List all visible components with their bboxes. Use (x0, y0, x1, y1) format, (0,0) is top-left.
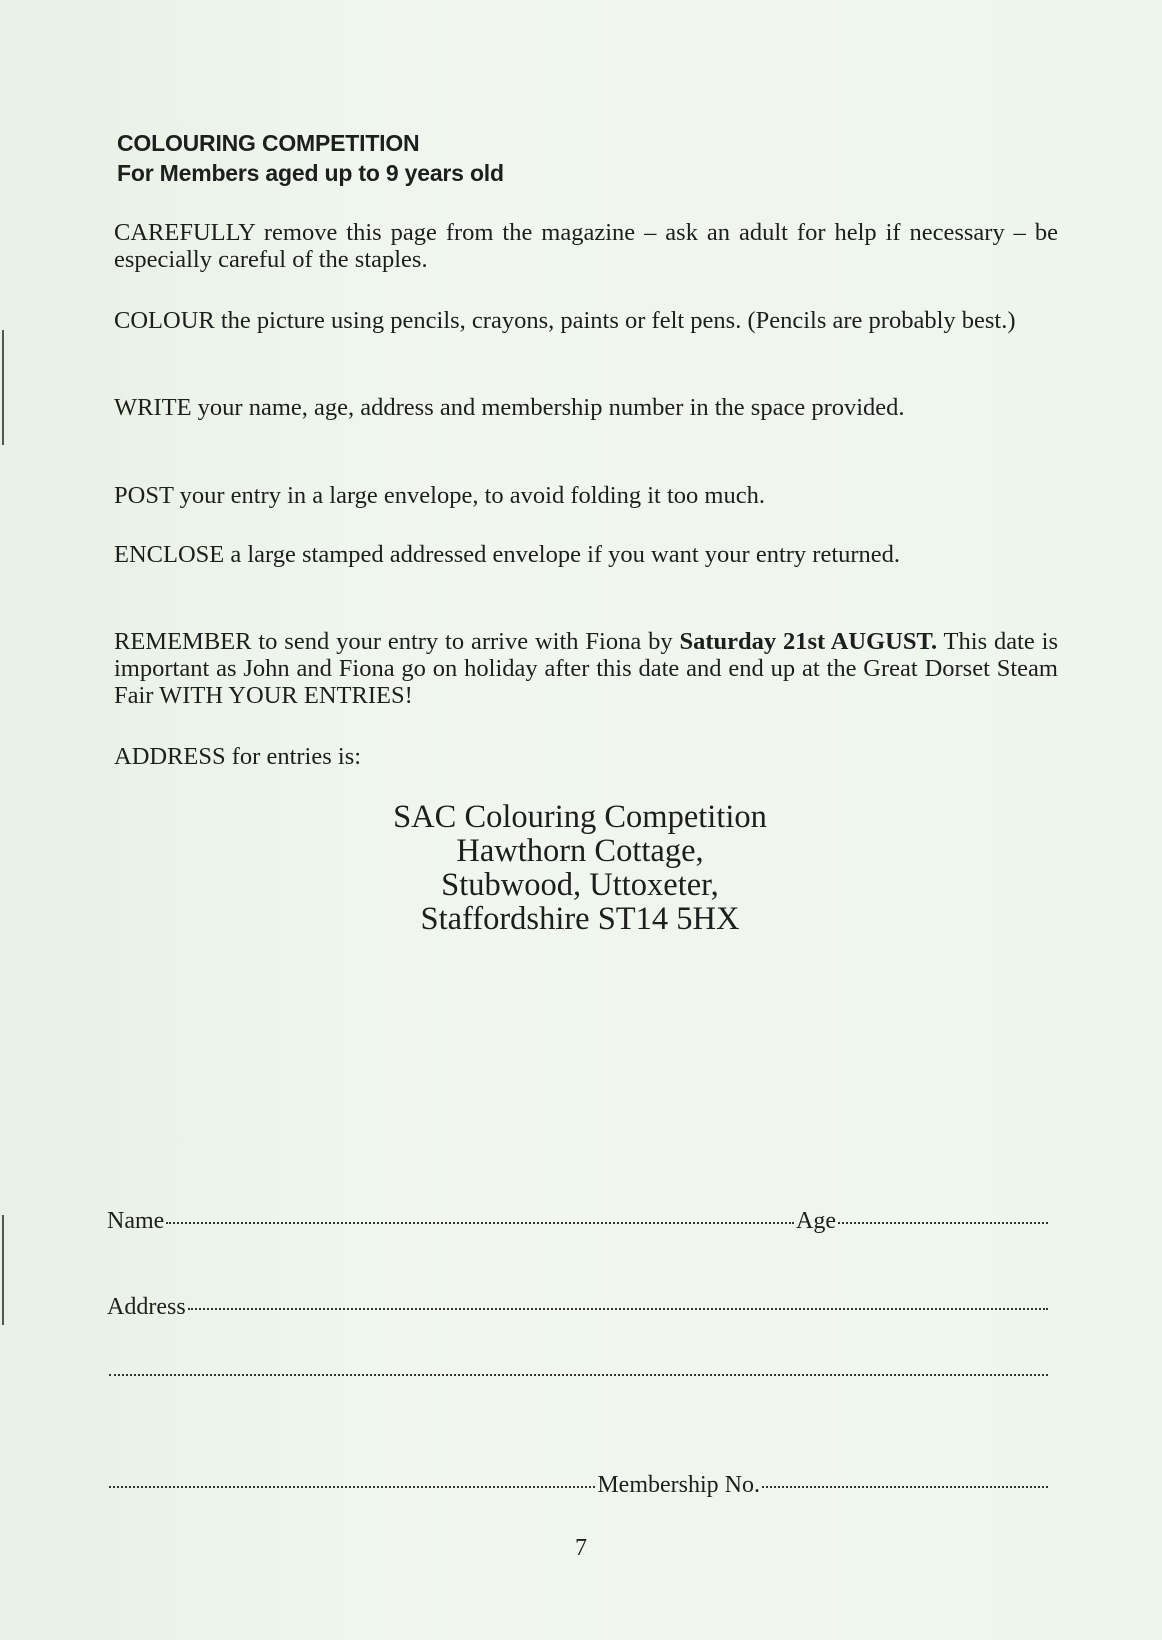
postal-address (280, 800, 880, 936)
remember-text-end: This date is important as John and Fiona go on holiday after this date and end up at the Great Dorset Steam Fair WITH YOUR ENTRIES! (114, 628, 1058, 709)
address-line-3: Stubwood, Uttoxeter, (441, 867, 719, 903)
name-label: Name (107, 1208, 165, 1234)
address-line-4: Staffordshire ST14 5HX (420, 901, 740, 937)
address-line-2: Hawthorn Cottage, (456, 833, 704, 869)
membership-label: Membership No. (597, 1472, 760, 1498)
address-field-line-3[interactable] (109, 1486, 595, 1488)
instruction-carefully: CAREFULLY remove this page from the magazine – ask an adult for help if necessary – be especially careful of the staples. (114, 219, 1058, 273)
address-field-line-2[interactable] (109, 1374, 1048, 1376)
age-field[interactable] (838, 1222, 1048, 1224)
page-number: 7 (575, 1535, 587, 1561)
competition-title: COLOURING COMPETITION (117, 130, 420, 156)
staple-mark (2, 330, 4, 445)
remember-text-start: REMEMBER to send your entry to arrive with Fiona by (114, 628, 680, 655)
membership-number-field[interactable] (762, 1486, 1048, 1488)
instruction-enclose: ENCLOSE a large stamped addressed envelope if you want your entry returned. (114, 541, 901, 568)
membership-row (107, 1470, 1050, 1500)
competition-heading (117, 128, 504, 188)
address-intro: ADDRESS for entries is: (114, 743, 362, 770)
instruction-post: POST your entry in a large envelope, to avoid folding it too much. (114, 482, 765, 509)
name-field[interactable] (166, 1222, 794, 1224)
address-line-1: SAC Colouring Competition (393, 799, 767, 835)
staple-mark (2, 1215, 4, 1325)
deadline-date: Saturday 21st AUGUST. (679, 628, 938, 655)
name-age-row (107, 1206, 1050, 1236)
address-label: Address (107, 1294, 186, 1320)
address-row (107, 1292, 1050, 1322)
address-field[interactable] (188, 1308, 1048, 1310)
instruction-remember (114, 628, 1058, 709)
address-row-2 (107, 1378, 1050, 1408)
age-label: Age (796, 1208, 836, 1234)
competition-subtitle: For Members aged up to 9 years old (117, 160, 504, 186)
instruction-write: WRITE your name, age, address and membership number in the space provided. (114, 394, 905, 421)
instruction-colour: COLOUR the picture using pencils, crayons, paints or felt pens. (Pencils are probably best.) (114, 307, 1016, 334)
